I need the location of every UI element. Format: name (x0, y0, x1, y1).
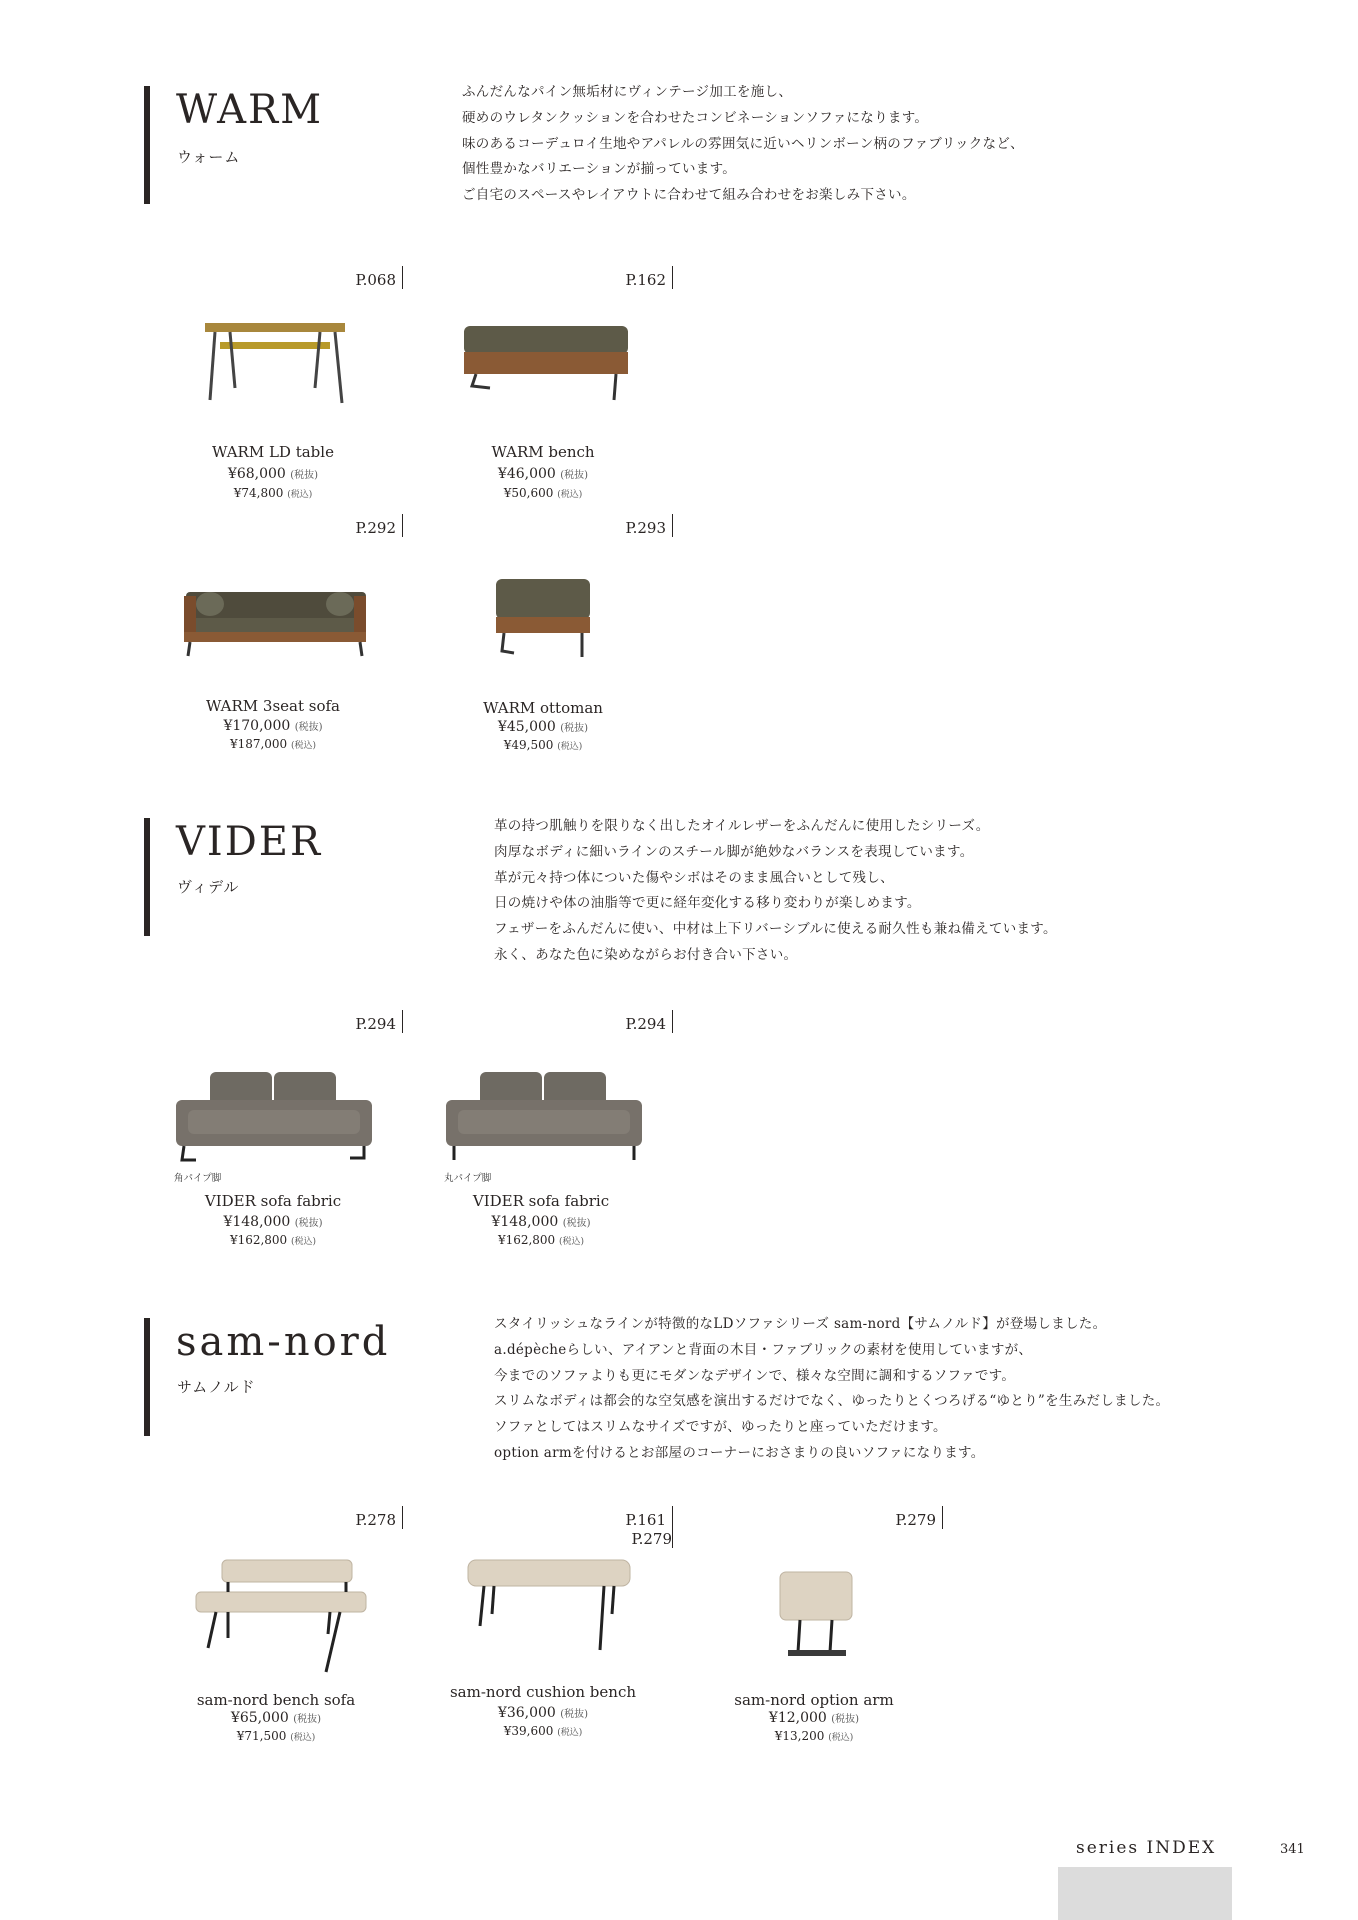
series-description: スタイリッシュなラインが特徴的なLDソファシリーズ sam-nord【サムノルド】が登場しました。 a.dépècheらしい、アイアンと背面の木目・ファブリックの素材を使用していますが、 今までのソファよりも更にモダンなデザインで、様々な空間に調和するソファです。 スリムなボディは都会的な空気感を演出するだけでなく、ゆったりとくつろげる“ゆとり”を生みだしました。 ソファとしてはスリムなサイズですが、ゆったりと座っていただけます。 option armを付けるとお部屋のコーナーにおさまりの良いソファになります。 (494, 1316, 1170, 1461)
sofa-3seat-icon (180, 582, 370, 662)
product-name[interactable]: WARM LD table (212, 443, 334, 461)
section-bar (144, 818, 150, 936)
option-arm-icon (776, 1570, 856, 1665)
product-name[interactable]: WARM bench (491, 443, 595, 461)
series-title: VIDER (176, 819, 323, 865)
series-kana: サムノルド (177, 1378, 256, 1396)
product-price: ¥36,000 (税抜) (497, 1705, 589, 1721)
section-bar (144, 86, 150, 204)
page-reference[interactable]: P.278 (356, 1512, 403, 1529)
page-reference[interactable]: P.292 (356, 520, 403, 537)
product-price: ¥12,000 (税抜) (768, 1710, 860, 1726)
page-reference[interactable]: P.068 (356, 272, 403, 289)
ottoman-icon (494, 575, 594, 665)
product-price: ¥148,000 (税抜) (491, 1214, 591, 1230)
product-price: ¥148,000 (税抜) (223, 1214, 323, 1230)
product-name[interactable]: VIDER sofa fabric (204, 1192, 342, 1210)
product-price-tax: ¥39,600 (税込) (503, 1724, 583, 1738)
product-name[interactable]: sam-nord cushion bench (449, 1683, 637, 1701)
product-price-tax: ¥187,000 (税込) (229, 737, 317, 751)
page-reference[interactable]: P.161 P.279 (625, 1511, 672, 1548)
product-price: ¥68,000 (税抜) (227, 466, 319, 482)
product-name[interactable]: VIDER sofa fabric (472, 1192, 610, 1210)
sofa-square-leg-icon (174, 1070, 374, 1170)
page-reference[interactable]: P.294 (626, 1016, 673, 1033)
product-price: ¥46,000 (税抜) (497, 466, 589, 482)
product-price: ¥65,000 (税抜) (230, 1710, 322, 1726)
product-name[interactable]: WARM ottoman (483, 699, 603, 717)
ld-table-icon (200, 318, 350, 408)
sofa-round-leg-icon (444, 1070, 644, 1170)
product-name[interactable]: sam-nord option arm (734, 1691, 894, 1709)
product-price-tax: ¥50,600 (税込) (503, 486, 583, 500)
section-bar (144, 1318, 150, 1436)
leg-type-note: 丸パイプ脚 (444, 1173, 492, 1184)
footer-section-label: series INDEX (1076, 1838, 1217, 1858)
product-price-tax: ¥13,200 (税込) (774, 1729, 854, 1743)
product-price-tax: ¥49,500 (税込) (503, 738, 583, 752)
series-title: WARM (176, 87, 324, 133)
cushion-bench-icon (464, 1558, 634, 1658)
product-price-tax: ¥162,800 (税込) (229, 1233, 317, 1247)
series-kana: ヴィデル (177, 878, 240, 896)
product-price-tax: ¥162,800 (税込) (497, 1233, 585, 1247)
series-description: ふんだんなパイン無垢材にヴィンテージ加工を施し、 硬めのウレタンクッションを合わせたコンビネーションソファになります。 味のあるコーデュロイ生地やアパレルの雰囲気に近いヘリンボーン柄のファブリックなど、 個性豊かなバリエーションが揃っています。 ご自宅のスペースやレイアウトに合わせて組み合わせをお楽しみ下さい。 (462, 84, 1024, 204)
page-reference[interactable]: P.293 (626, 520, 673, 537)
footer-tab (1058, 1867, 1232, 1920)
series-kana: ウォーム (177, 148, 241, 166)
bench-icon (460, 322, 630, 412)
product-price: ¥170,000 (税抜) (223, 718, 323, 734)
page-reference[interactable]: P.294 (356, 1016, 403, 1033)
product-price: ¥45,000 (税抜) (497, 719, 589, 735)
bench-sofa-icon (192, 1558, 372, 1678)
product-price-tax: ¥71,500 (税込) (236, 1729, 316, 1743)
series-description: 革の持つ肌触りを限りなく出したオイルレザーをふんだんに使用したシリーズ。 肉厚なボディに細いラインのスチール脚が絶妙なバランスを表現しています。 革が元々持つ体についた傷やシボはそのまま風合いとして残し、 日の焼けや体の油脂等で更に経年変化する移り変わりが楽しめます。 フェザーをふんだんに使い、中材は上下リバーシブルに使える耐久性も兼ね備えています。 永く、あなた色に染めながらお付き合い下さい。 (494, 818, 1057, 963)
page-number: 341 (1280, 1842, 1305, 1857)
page-reference[interactable]: P.162 (626, 272, 673, 289)
product-name[interactable]: WARM 3seat sofa (205, 697, 340, 715)
leg-type-note: 角パイプ脚 (174, 1173, 222, 1184)
product-name[interactable]: sam-nord bench sofa (196, 1691, 356, 1709)
table-top (205, 323, 345, 332)
product-price-tax: ¥74,800 (税込) (233, 486, 313, 500)
page-reference[interactable]: P.279 (896, 1512, 943, 1529)
series-title: sam-nord (176, 1319, 391, 1365)
